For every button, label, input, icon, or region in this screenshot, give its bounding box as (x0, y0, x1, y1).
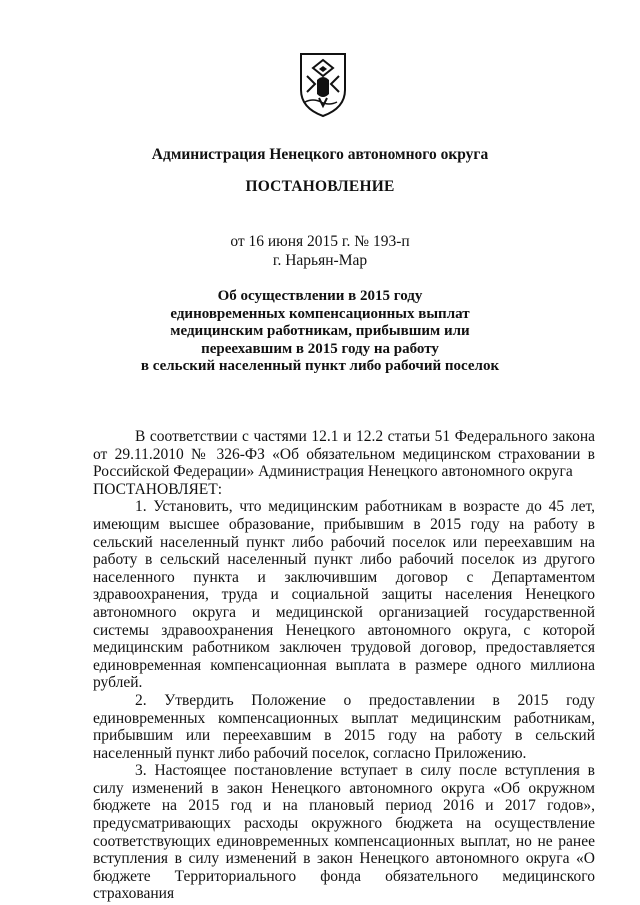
title-line: переехавшим в 2015 году на работу (201, 340, 439, 357)
date-number: от 16 июня 2015 г. № 193-п (230, 233, 410, 250)
city: г. Нарьян-Мар (272, 252, 368, 269)
preamble-paragraph: В соответствии с частями 12.1 и 12.2 статьи 51 Федерального закона от 29.11.2010 № 326-ФЗ «Об обязательном медицинском страховании в Российской Федерации» Администрация Ненецкого автономного округа (93, 428, 595, 481)
title-line: в сельский населенный пункт либо рабочий поселок (140, 358, 500, 374)
decree-word: ПОСТАНОВЛЯЕТ: (93, 480, 223, 498)
document-type: ПОСТАНОВЛЕНИЕ (245, 178, 395, 195)
title-line: Об осуществлении в 2015 году (217, 288, 423, 304)
date-and-place (0, 232, 640, 270)
title-line: единовременных компенсационных выплат (170, 305, 470, 322)
organization-name: Администрация Ненецкого автономного округа (151, 146, 489, 163)
document-title (0, 288, 640, 376)
document-body (93, 428, 595, 903)
item-1-paragraph: 1. Установить, что медицинским работникам в возрасте до 45 лет, имеющим высшее образование, прибывшим в 2015 году на работу в сельский населенный пункт либо рабочий поселок или переехавшим на работу в сельский населенный пункт либо рабочий поселок из другого населенного пункта и заключившим договор с Департаментом здравоохранения, труда и социальной защиты населения Ненецкого автономного округа и медицинской организацией государственной системы здравоохранения Ненецкого автономного округа, с которой медицинским работником заключен трудовой договор, предоставляется единовременная компенсационная выплата в размере одного миллиона рублей. (93, 498, 595, 692)
title-line: медицинским работникам, прибывшим или (170, 323, 470, 339)
coat-of-arms-icon (297, 50, 349, 118)
item-2-paragraph: 2. Утвердить Положение о предоставлении в 2015 году единовременных компенсационных выплат медицинским работникам, прибывшим или переехавшим в 2015 году на работу в сельский населенный пункт либо рабочий поселок, согласно Приложению. (93, 691, 595, 762)
item-3-paragraph: 3. Настоящее постановление вступает в силу после вступления в силу изменений в закон Ненецкого автономного округа «Об окружном бюджете на 2015 год и на плановый период 2016 и 2017 годов», предусматривающих расходы окружного бюджета на осуществление соответствующих единовременных компенсационных выплат, но не ранее вступления в силу изменений в закон Ненецкого автономного округа «О бюджете Территориального фонда обязательного медицинского страхования (93, 762, 595, 903)
